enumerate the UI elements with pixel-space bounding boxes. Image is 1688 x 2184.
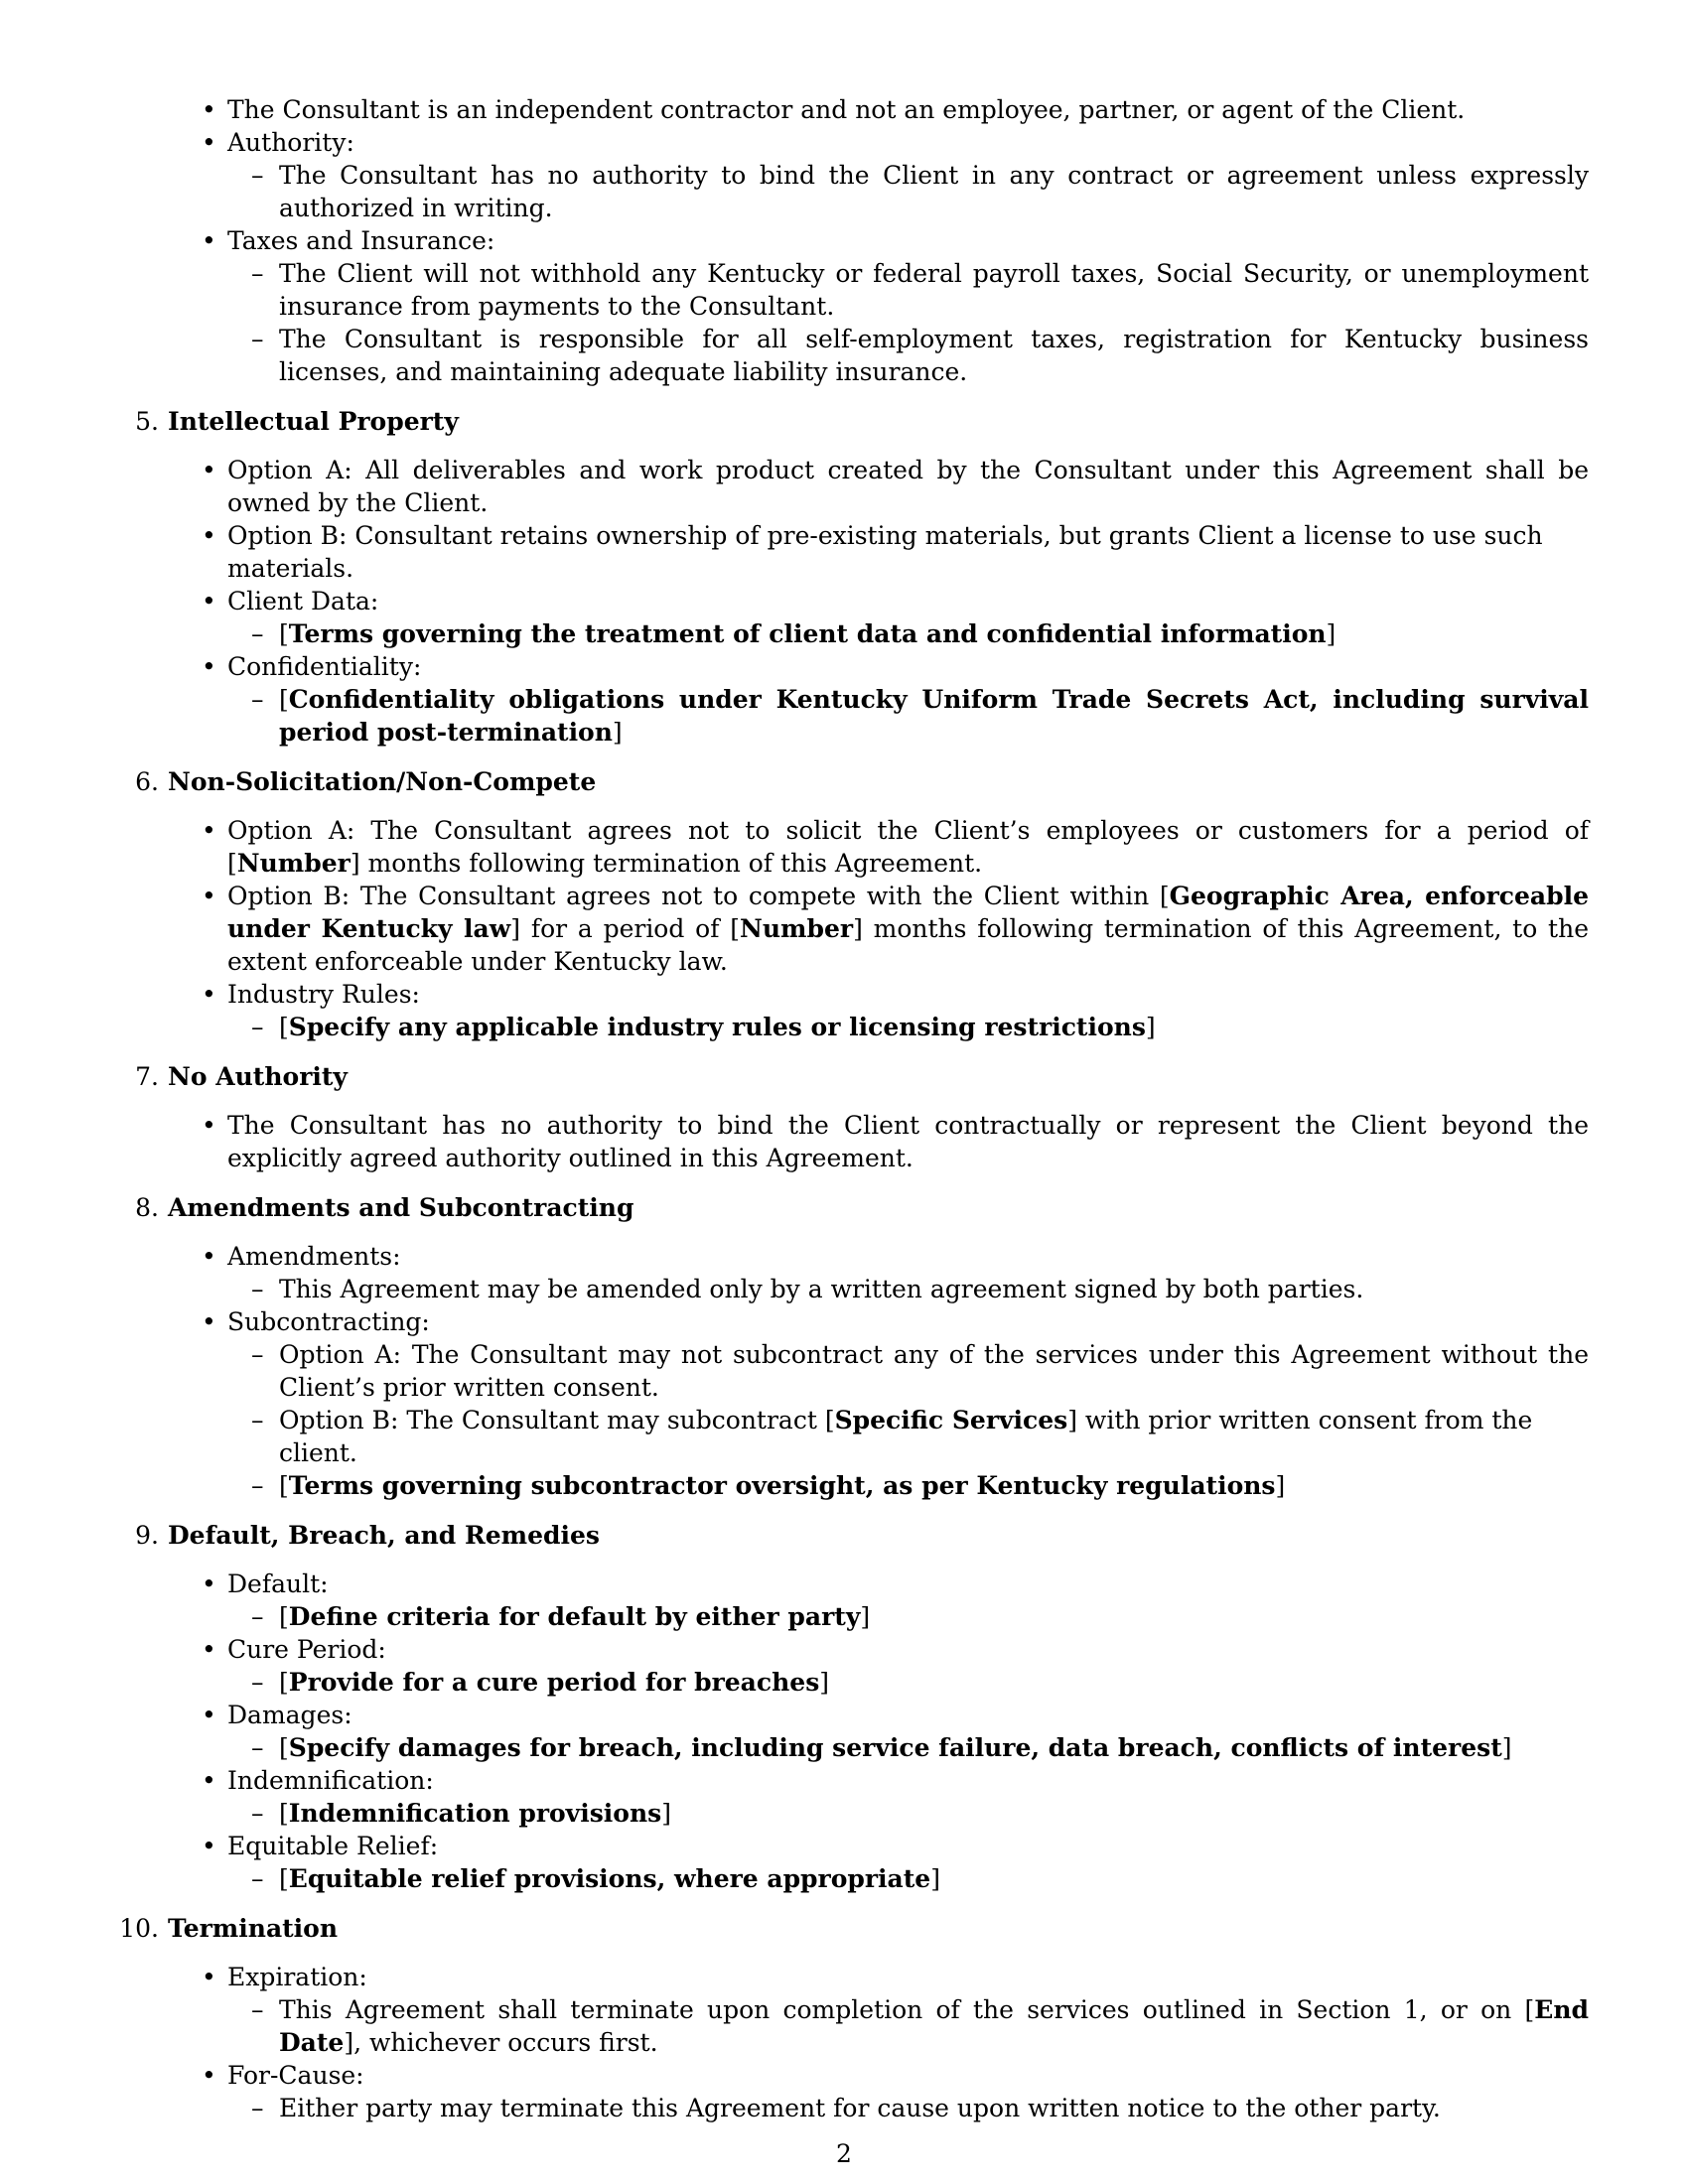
placeholder-field: Geographic Area, enforceable under Kentucky law: [227, 882, 1589, 943]
sub-list-item: – [Provide for a cure period for breaches]: [279, 1666, 1589, 1699]
text-span: Option B: The Consultant agrees not to compete with the Client within: [227, 882, 1160, 910]
list-item: • Equitable Relief:: [227, 1830, 1589, 1862]
section-heading: [135, 1191, 1688, 1224]
section-heading: [119, 1912, 1688, 1945]
list-item: • Client Data:: [227, 585, 1589, 617]
section-heading: [135, 405, 1688, 438]
sub-list-item: – The Client will not withhold any Kentucky or federal payroll taxes, Social Security, or unemployment insurance from payments to the Consultant.: [279, 257, 1589, 323]
text-span: Option A: The Consultant agrees not to solicit the Client’s employees or customers for a period of: [227, 816, 1589, 845]
sub-list-item: – [Terms governing subcontractor oversight, as per Kentucky regulations]: [279, 1469, 1589, 1502]
list-item: • Taxes and Insurance:: [227, 224, 1589, 257]
list-item: • The Consultant has no authority to bind the Client contractually or represent the Client beyond the explicitly agreed authority outlined in this Agreement.: [227, 1109, 1589, 1174]
list-item: • Option B: The Consultant agrees not to compete with the Client within [Geographic Area, enforceable under Kentucky law] for a period of [Number] months following termination of this Agreement, to the extent enforceable under Kentucky law.: [227, 880, 1589, 978]
section-number: 6.: [135, 767, 159, 796]
text-span: for a period of: [520, 914, 731, 943]
text-span: with prior written consent from the client.: [279, 1406, 1533, 1467]
list-item: • Option A: All deliverables and work product created by the Consultant under this Agreement shall be owned by the Client.: [227, 454, 1589, 519]
sub-list-item: – [Equitable relief provisions, where appropriate]: [279, 1862, 1589, 1895]
placeholder-field: Number: [236, 849, 351, 878]
placeholder-field: Confidentiality obligations under Kentucky Uniform Trade Secrets Act, including survival period post-termination: [279, 685, 1589, 747]
document-page: [0, 93, 1688, 2124]
sub-list-item: – Option B: The Consultant may subcontract [Specific Services] with prior written consent from the client.: [279, 1404, 1589, 1469]
section-title: Termination: [168, 1914, 339, 1943]
list-item: • Subcontracting:: [227, 1305, 1589, 1338]
sub-list-item: – [Confidentiality obligations under Kentucky Uniform Trade Secrets Act, including survival period post-termination]: [279, 683, 1589, 749]
section-heading: [135, 765, 1688, 798]
sub-list-item: – [Indemnification provisions]: [279, 1797, 1589, 1830]
placeholder-field: Define criteria for default by either party: [288, 1602, 861, 1631]
section-title: Default, Breach, and Remedies: [168, 1521, 600, 1550]
placeholder-field: Indemnification provisions: [288, 1799, 662, 1828]
list-item: • Option B: Consultant retains ownership of pre-existing materials, but grants Client a license to use such materials.: [227, 519, 1589, 585]
placeholder-field: Terms governing the treatment of client data and confidential information: [288, 619, 1327, 648]
placeholder-field: Specific Services: [834, 1406, 1068, 1434]
list-item: • Damages:: [227, 1699, 1589, 1731]
sub-list-item: – The Consultant has no authority to bind the Client in any contract or agreement unless expressly authorized in writing.: [279, 159, 1589, 224]
section-number: 10.: [119, 1914, 159, 1943]
sub-list-item: – This Agreement shall terminate upon completion of the services outlined in Section 1, or on [End Date], whichever occurs first.: [279, 1993, 1589, 2059]
page-number: 2: [836, 2139, 852, 2168]
text-span: This Agreement shall terminate upon completion of the services outlined in Section 1, or on: [279, 1995, 1525, 2024]
placeholder-field: Specify any applicable industry rules or licensing restrictions: [288, 1013, 1146, 1041]
list-item: • Confidentiality:: [227, 650, 1589, 683]
section-title: Amendments and Subcontracting: [168, 1193, 634, 1222]
section-heading: [135, 1060, 1688, 1093]
list-item: • Cure Period:: [227, 1633, 1589, 1666]
placeholder-field: Number: [740, 914, 854, 943]
placeholder-field: End Date: [279, 1995, 1589, 2057]
text-span: months following termination of this Agreement, to the extent enforceable under Kentucky law.: [227, 914, 1590, 976]
section-title: Intellectual Property: [168, 407, 459, 436]
list-item: • Industry Rules:: [227, 978, 1589, 1011]
placeholder-field: Terms governing subcontractor oversight, as per Kentucky regulations: [288, 1471, 1276, 1500]
placeholder-field: Equitable relief provisions, where appropriate: [288, 1864, 931, 1893]
sub-list-item: – This Agreement may be amended only by a written agreement signed by both parties.: [279, 1273, 1589, 1305]
sub-list-item: – Option A: The Consultant may not subcontract any of the services under this Agreement without the Client’s prior written consent.: [279, 1338, 1589, 1404]
list-item: • Expiration:: [227, 1961, 1589, 1993]
list-item: • Indemnification:: [227, 1764, 1589, 1797]
placeholder-field: Provide for a cure period for breaches: [288, 1668, 820, 1697]
sub-list-item: – The Consultant is responsible for all self-employment taxes, registration for Kentucky business licenses, and maintaining adequate liability insurance.: [279, 323, 1589, 388]
list-item: • Amendments:: [227, 1240, 1589, 1273]
list-item: • Authority:: [227, 126, 1589, 159]
list-item: • For-Cause:: [227, 2059, 1589, 2092]
placeholder-field: Specify damages for breach, including service failure, data breach, conflicts of interest: [288, 1733, 1502, 1762]
section-number: 7.: [135, 1062, 159, 1091]
sub-list-item: – [Specify any applicable industry rules or licensing restrictions]: [279, 1011, 1589, 1043]
list-item: • Option A: The Consultant agrees not to solicit the Client’s employees or customers for a period of [Number] months following termination of this Agreement.: [227, 814, 1589, 880]
text-span: , whichever occurs first.: [353, 2028, 658, 2057]
section-heading: [135, 1519, 1688, 1552]
list-item: • Default:: [227, 1568, 1589, 1600]
section-title: Non-Solicitation/Non-Compete: [168, 767, 597, 796]
sub-list-item: – [Define criteria for default by either party]: [279, 1600, 1589, 1633]
sub-list-item: – [Specify damages for breach, including service failure, data breach, conflicts of interest]: [279, 1731, 1589, 1764]
section-number: 9.: [135, 1521, 159, 1550]
section-title: No Authority: [168, 1062, 348, 1091]
text-span: Option B: The Consultant may subcontract: [279, 1406, 825, 1434]
list-item: • The Consultant is an independent contractor and not an employee, partner, or agent of the Client.: [227, 93, 1589, 126]
sub-list-item: – [Terms governing the treatment of client data and confidential information]: [279, 617, 1589, 650]
text-span: months following termination of this Agreement.: [359, 849, 983, 878]
section-number: 8.: [135, 1193, 159, 1222]
section-number: 5.: [135, 407, 159, 436]
sub-list-item: – Either party may terminate this Agreement for cause upon written notice to the other party.: [279, 2092, 1589, 2124]
